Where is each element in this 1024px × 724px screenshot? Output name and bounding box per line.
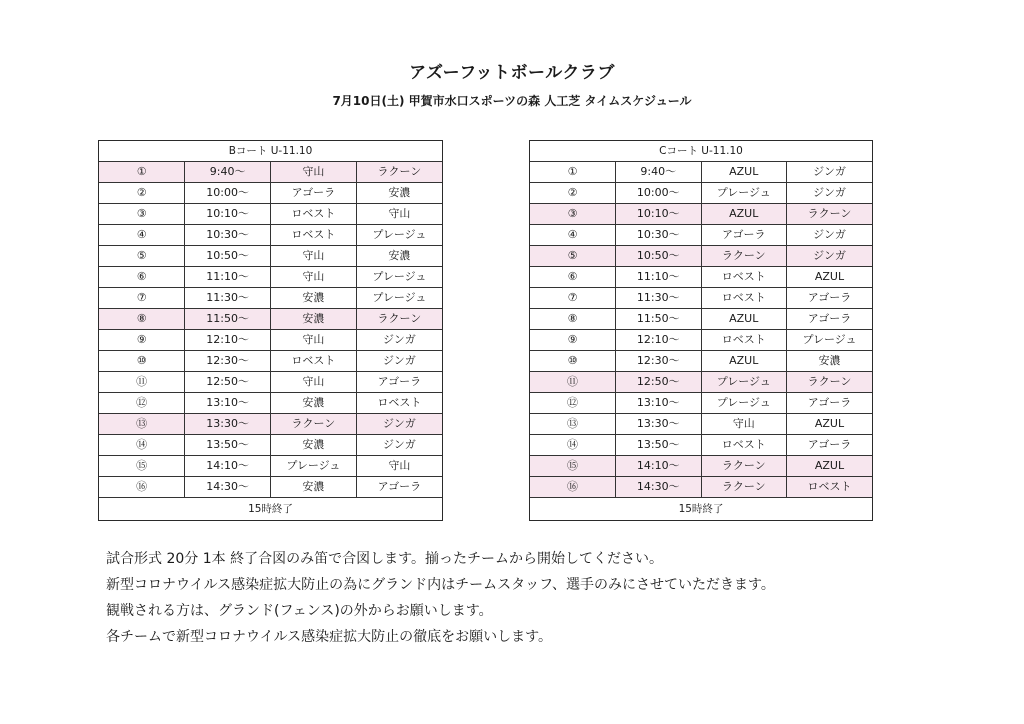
match-time: 12:30～ [616,351,702,372]
note-line: 各チームで新型コロナウイルス感染症拡大防止の徹底をお願いします。 [106,629,553,645]
match-number: ⑪ [99,372,185,393]
match-time: 11:50～ [185,309,271,330]
match-number: ④ [530,225,616,246]
team-home: ロベスト [701,435,787,456]
court-footer: 15時終了 [530,498,872,521]
match-number: ④ [99,225,185,246]
match-row [530,372,872,393]
schedule-table [530,141,872,520]
match-time: 10:00～ [616,183,702,204]
team-away: 守山 [356,204,442,225]
match-time: 10:50～ [616,246,702,267]
match-number: ⑦ [530,288,616,309]
match-time: 10:50～ [185,246,271,267]
match-row [99,288,442,309]
match-time: 12:50～ [616,372,702,393]
match-time: 10:30～ [616,225,702,246]
match-number: ⑫ [99,393,185,414]
match-number: ⑯ [530,477,616,498]
team-home: AZUL [701,204,787,225]
match-row [99,225,442,246]
match-number: ⑥ [99,267,185,288]
team-away: ジンガ [787,225,873,246]
match-row [99,246,442,267]
team-home: AZUL [701,309,787,330]
team-away: 安濃 [787,351,873,372]
match-number: ⑧ [99,309,185,330]
team-away: ジンガ [787,183,873,204]
team-home: 守山 [271,330,357,351]
match-row [99,267,442,288]
team-home: 安濃 [271,309,357,330]
team-home: アゴーラ [701,225,787,246]
match-row [99,414,442,435]
match-number: ⑪ [530,372,616,393]
match-row [530,162,872,183]
match-row [99,330,442,351]
team-home: 安濃 [271,435,357,456]
match-row [530,351,872,372]
match-row [99,183,442,204]
match-number: ⑨ [530,330,616,351]
match-number: ⑮ [99,456,185,477]
team-home: プレージュ [701,372,787,393]
team-home: ロベスト [701,288,787,309]
match-number: ⑥ [530,267,616,288]
match-row [530,204,872,225]
match-row [99,456,442,477]
match-row [99,204,442,225]
match-number: ⑬ [530,414,616,435]
match-row [530,267,872,288]
match-number: ⑧ [530,309,616,330]
team-away: ジンガ [787,162,873,183]
team-home: ロベスト [701,330,787,351]
team-away: プレージュ [356,288,442,309]
notes [106,546,986,650]
team-home: 安濃 [271,288,357,309]
match-time: 10:00～ [185,183,271,204]
match-number: ⑬ [99,414,185,435]
match-time: 14:30～ [185,477,271,498]
team-home: AZUL [701,162,787,183]
match-number: ⑭ [99,435,185,456]
team-home: ラクーン [701,477,787,498]
match-number: ⑫ [530,393,616,414]
match-number: ① [530,162,616,183]
match-row [530,246,872,267]
team-away: アゴーラ [787,435,873,456]
team-away: 守山 [356,456,442,477]
team-home: 守山 [271,267,357,288]
match-row [530,225,872,246]
match-number: ⑤ [99,246,185,267]
match-row [530,435,872,456]
team-away: アゴーラ [787,309,873,330]
match-number: ⑯ [99,477,185,498]
match-time: 14:10～ [616,456,702,477]
note-line: 新型コロナウイルス感染症拡大防止の為にグランド内はチームスタッフ、選手のみにさせていただきます。 [106,577,775,593]
court-header: Bコート U-11.10 [99,141,442,162]
match-row [530,288,872,309]
match-time: 13:10～ [616,393,702,414]
match-number: ③ [530,204,616,225]
match-time: 12:30～ [185,351,271,372]
team-home: プレージュ [701,393,787,414]
match-time: 12:10～ [185,330,271,351]
match-row [530,393,872,414]
team-home: 守山 [271,372,357,393]
team-home: ラクーン [701,246,787,267]
match-time: 14:10～ [185,456,271,477]
match-row [530,477,872,498]
team-away: 安濃 [356,183,442,204]
match-row [530,456,872,477]
match-number: ⑨ [99,330,185,351]
match-time: 11:50～ [616,309,702,330]
team-home: ラクーン [701,456,787,477]
match-number: ⑮ [530,456,616,477]
match-number: ② [99,183,185,204]
match-row [99,372,442,393]
team-away: プレージュ [787,330,873,351]
match-time: 11:10～ [616,267,702,288]
note-line: 試合形式 20分 1本 終了合図のみ笛で合図します。揃ったチームから開始してください。 [106,551,663,567]
team-away: アゴーラ [356,372,442,393]
team-home: ロベスト [271,225,357,246]
match-time: 9:40～ [185,162,271,183]
page-title: アズーフットボールクラブ [409,63,615,83]
match-number: ⑤ [530,246,616,267]
match-time: 13:50～ [185,435,271,456]
team-away: アゴーラ [356,477,442,498]
team-away: ジンガ [356,435,442,456]
court-b-schedule [98,140,443,521]
court-footer: 15時終了 [99,498,442,521]
match-row [530,183,872,204]
court-c-schedule [529,140,873,521]
match-time: 13:30～ [185,414,271,435]
match-time: 12:10～ [616,330,702,351]
match-row [99,162,442,183]
match-number: ① [99,162,185,183]
match-number: ⑭ [530,435,616,456]
schedule-table [99,141,442,520]
match-row [530,414,872,435]
match-row [530,330,872,351]
team-home: ロベスト [271,351,357,372]
team-away: ジンガ [356,330,442,351]
team-home: 安濃 [271,477,357,498]
team-home: AZUL [701,351,787,372]
team-away: ロベスト [787,477,873,498]
team-home: 守山 [271,246,357,267]
match-row [99,393,442,414]
team-away: ラクーン [787,204,873,225]
note-line: 観戦される方は、グランド(フェンス)の外からお願いします。 [106,603,493,619]
match-time: 11:30～ [616,288,702,309]
team-away: アゴーラ [787,393,873,414]
match-time: 13:50～ [616,435,702,456]
match-row [99,477,442,498]
match-time: 11:30～ [185,288,271,309]
team-away: ロベスト [356,393,442,414]
match-time: 9:40～ [616,162,702,183]
team-away: アゴーラ [787,288,873,309]
team-away: 安濃 [356,246,442,267]
match-row [99,435,442,456]
match-time: 11:10～ [185,267,271,288]
team-home: プレージュ [271,456,357,477]
page-subtitle: 7月10日(土) 甲賀市水口スポーツの森 人工芝 タイムスケジュール [332,94,692,108]
team-away: AZUL [787,267,873,288]
team-away: プレージュ [356,267,442,288]
match-time: 12:50～ [185,372,271,393]
team-away: ジンガ [787,246,873,267]
team-home: 守山 [701,414,787,435]
court-c-body [530,141,872,520]
team-home: ロベスト [271,204,357,225]
team-home: ロベスト [701,267,787,288]
match-row [99,351,442,372]
match-number: ⑩ [99,351,185,372]
team-home: 守山 [271,162,357,183]
match-time: 14:30～ [616,477,702,498]
team-away: ジンガ [356,351,442,372]
match-number: ⑩ [530,351,616,372]
team-away: ラクーン [787,372,873,393]
team-home: プレージュ [701,183,787,204]
team-away: AZUL [787,414,873,435]
match-number: ③ [99,204,185,225]
team-away: ラクーン [356,162,442,183]
team-home: アゴーラ [271,183,357,204]
team-away: ラクーン [356,309,442,330]
match-time: 10:10～ [616,204,702,225]
match-row [530,309,872,330]
match-number: ② [530,183,616,204]
court-header: Cコート U-11.10 [530,141,872,162]
match-time: 10:10～ [185,204,271,225]
match-time: 13:30～ [616,414,702,435]
match-row [99,309,442,330]
match-number: ⑦ [99,288,185,309]
team-away: ジンガ [356,414,442,435]
match-time: 13:10～ [185,393,271,414]
team-away: AZUL [787,456,873,477]
match-time: 10:30～ [185,225,271,246]
team-home: 安濃 [271,393,357,414]
team-home: ラクーン [271,414,357,435]
team-away: プレージュ [356,225,442,246]
court-b-body [99,141,442,520]
